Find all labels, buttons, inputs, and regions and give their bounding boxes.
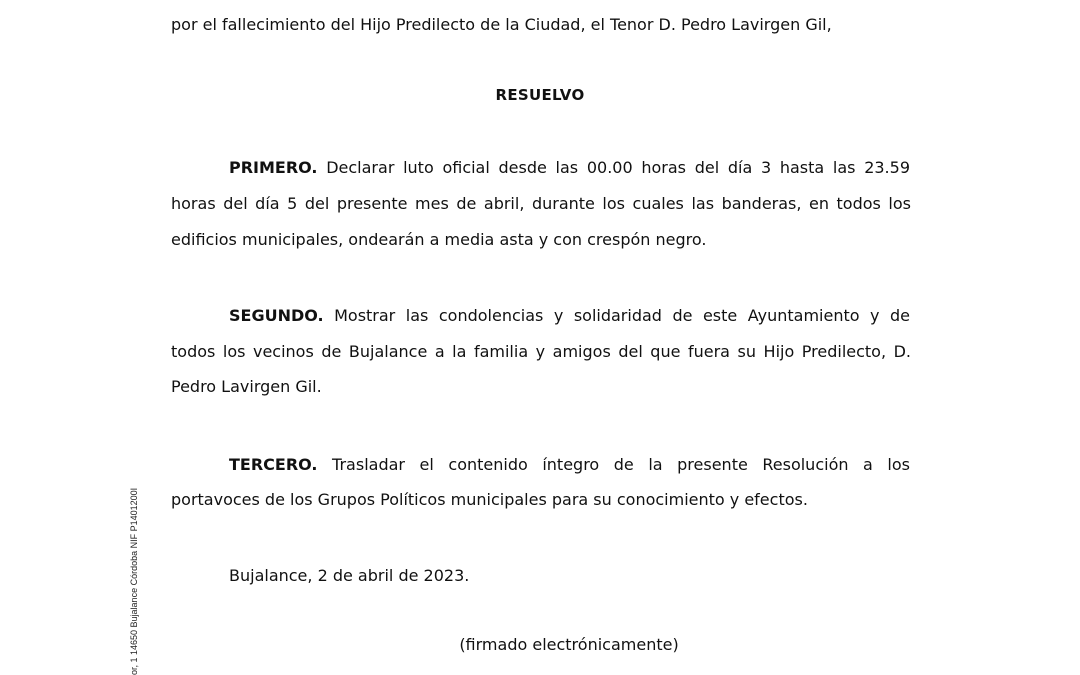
paragraph-tercero-label: TERCERO. (229, 455, 318, 474)
paragraph-primero-text: Declarar luto oficial desde las 00.00 horas del día 3 hasta las 23.59 (326, 158, 910, 177)
signature-note: (firmado electrónicamente) (459, 635, 679, 654)
paragraph-primero-first-line (229, 158, 910, 178)
paragraph-primero-line-2: horas del día 5 del presente mes de abril, durante los cuales las banderas, en todos los (171, 194, 911, 213)
intro-line: por el fallecimiento del Hijo Predilecto de la Ciudad, el Tenor D. Pedro Lavirgen Gil, (171, 15, 832, 34)
paragraph-tercero-line-2: portavoces de los Grupos Políticos municipales para su conocimiento y efectos. (171, 490, 808, 509)
paragraph-primero-label: PRIMERO. (229, 158, 318, 177)
paragraph-tercero-text: Trasladar el contenido íntegro de la presente Resolución a los (332, 455, 910, 474)
paragraph-segundo-line-2: todos los vecinos de Bujalance a la familia y amigos del que fuera su Hijo Predilecto, D. (171, 342, 911, 361)
paragraph-tercero-first-line (229, 455, 910, 475)
margin-note: or, 1 14650 Bujalance Córdoba NIF P1401200I (129, 487, 139, 675)
paragraph-primero-line-3: edificios municipales, ondearán a media asta y con crespón negro. (171, 230, 707, 249)
paragraph-segundo-line-3: Pedro Lavirgen Gil. (171, 377, 322, 396)
paragraph-segundo-label: SEGUNDO. (229, 306, 324, 325)
paragraph-segundo-text: Mostrar las condolencias y solidaridad de este Ayuntamiento y de (334, 306, 911, 325)
paragraph-segundo-first-line (229, 306, 910, 326)
resolution-heading: RESUELVO (495, 86, 585, 104)
date-line: Bujalance, 2 de abril de 2023. (229, 566, 470, 585)
